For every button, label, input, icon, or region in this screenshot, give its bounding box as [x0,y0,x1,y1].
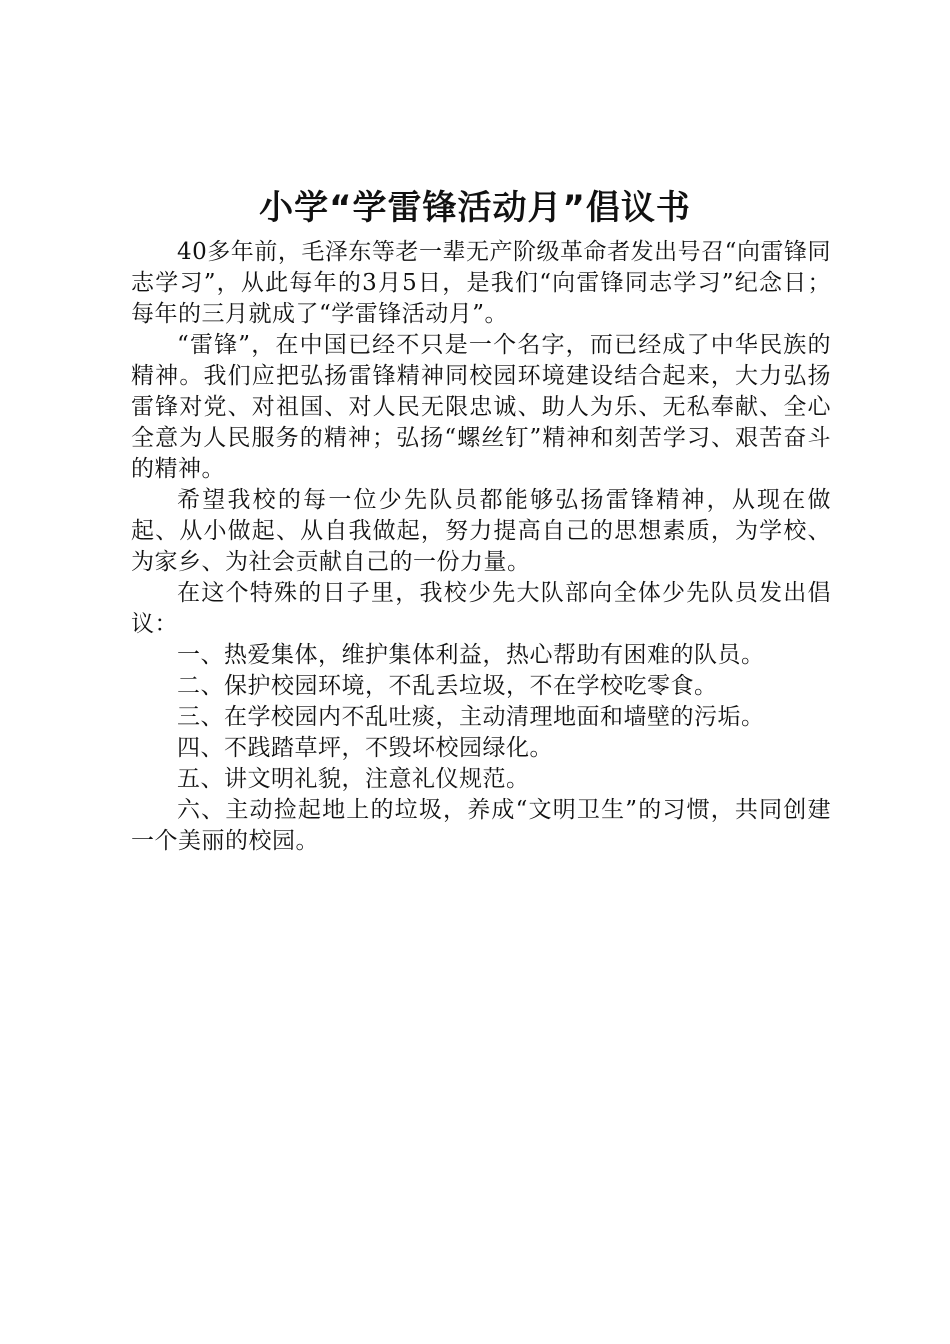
proposal-item-4: 四、不践踏草坪，不毁坏校园绿化。 [177,735,553,761]
proposal-item-5: 五、讲文明礼貌，注意礼仪规范。 [177,766,530,792]
paragraph-intro: 40多年前，毛泽东等老一辈无产阶级革命者发出号召“向雷锋同志学习”，从此每年的3月5日，是我们“向雷锋同志学习”纪念日；每年的三月就成了“学雷锋活动月”。 [131,239,831,327]
paragraph-lei-feng-spirit: “雷锋”，在中国已经不只是一个名字，而已经成了中华民族的精神。我们应把弘扬雷锋精神同校园环境建设结合起来，大力弘扬雷锋对党、对祖国、对人民无限忠诚、助人为乐、无私奉献、全心全意为人民服务的精神；弘扬“螺丝钉”精神和刻苦学习、艰苦奋斗的精神。 [131,332,831,482]
document-body [131,237,831,857]
proposal-item-1: 一、热爱集体，维护集体利益，热心帮助有困难的队员。 [177,642,765,668]
paragraph-proposal-intro: 在这个特殊的日子里，我校少先大队部向全体少先队员发出倡议： [131,580,831,637]
proposal-item-6: 六、主动捡起地上的垃圾，养成“文明卫生”的习惯，共同创建一个美丽的校园。 [131,797,831,854]
proposal-item-3: 三、在学校园内不乱吐痰，主动清理地面和墙壁的污垢。 [177,704,765,730]
paragraph-hope: 希望我校的每一位少先队员都能够弘扬雷锋精神，从现在做起、从小做起、从自我做起，努力提高自己的思想素质，为学校、为家乡、为社会贡献自己的一份力量。 [131,487,831,575]
document-title: 小学“学雷锋活动月”倡议书 [259,188,691,228]
proposal-item-2: 二、保护校园环境，不乱丢垃圾，不在学校吃零食。 [177,673,718,699]
